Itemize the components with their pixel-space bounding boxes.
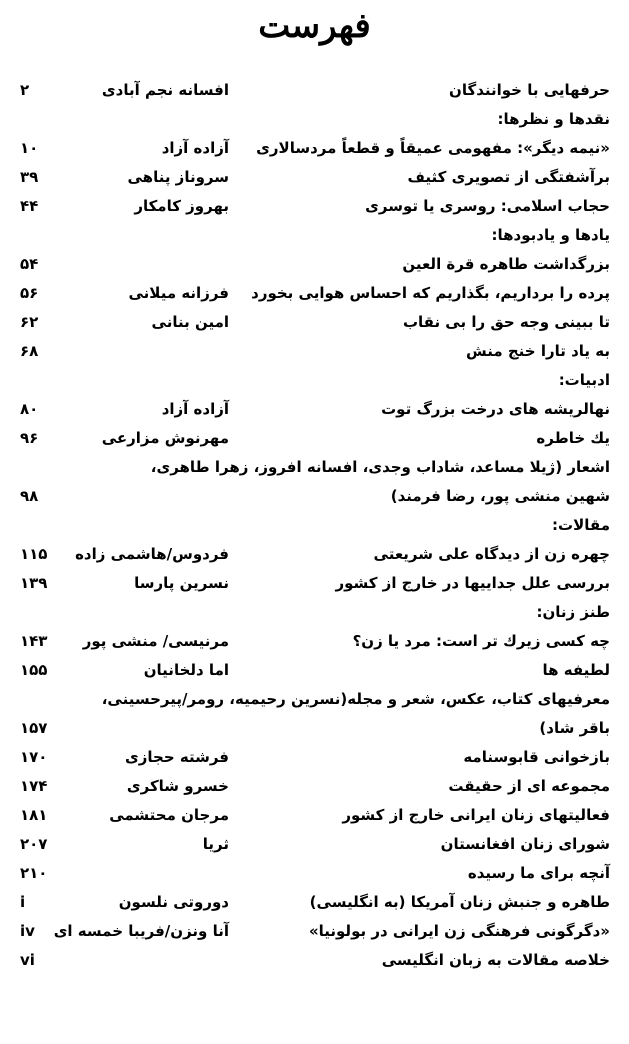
toc-entry	[14, 598, 614, 627]
toc-entry-title: باقر شاد)	[539, 719, 610, 737]
toc-entry	[14, 946, 614, 975]
toc-entry	[14, 192, 614, 221]
toc-entry-title: آنچه برای ما رسیده	[467, 864, 610, 882]
toc-entry-page: ۱۵۵	[20, 661, 48, 679]
toc-entry	[14, 830, 614, 859]
toc-entry	[14, 105, 614, 134]
toc-entry-author: فردوس/هاشمی زاده	[75, 545, 229, 563]
toc-entry-page: ۱۵۷	[20, 719, 48, 737]
toc-entry-title: ادبیات:	[558, 371, 610, 389]
toc-entry-page: ۱۷۴	[20, 777, 48, 795]
toc-entry-title: مقالات:	[552, 516, 610, 534]
toc-entry-title: حجاب اسلامی: روسری یا توسری	[365, 197, 610, 215]
toc-entry-author: دوروتی نلسون	[118, 893, 229, 911]
toc-entry-author: امین بنانی	[151, 313, 229, 331]
toc-entry	[14, 540, 614, 569]
toc-entry	[14, 424, 614, 453]
toc-entry-page: ۸۰	[20, 400, 39, 418]
toc-entry-title: یادها و یادبودها:	[491, 226, 610, 244]
toc-entry-author: مرجان محتشمی	[109, 806, 229, 824]
toc-entry-title: شورای زنان افغانستان	[440, 835, 610, 853]
toc-entry-page: ۱۴۳	[20, 632, 48, 650]
toc-entry-title: خلاصه مقالات به زبان انگلیسی	[381, 951, 610, 969]
toc-entry-author: خسرو شاکری	[126, 777, 229, 795]
toc-entry-title: نقدها و نظرها:	[497, 110, 610, 128]
toc-entry-page: ۶۲	[20, 313, 39, 331]
toc-entry-title: طاهره و جنبش زنان آمریکا (به انگلیسی)	[309, 893, 610, 911]
toc-entry	[14, 859, 614, 888]
toc-entry-author: مهرنوش مزارعی	[101, 429, 229, 447]
toc-entry-title: لطیفه ها	[542, 661, 610, 679]
toc-entry	[14, 482, 614, 511]
toc-entry	[14, 888, 614, 917]
toc-entry	[14, 221, 614, 250]
toc-entry	[14, 801, 614, 830]
toc-entry-title: طنز زنان:	[536, 603, 610, 621]
toc-entry-page: ۶۸	[20, 342, 39, 360]
toc-entry-author: آزاده آزاد	[161, 400, 229, 418]
toc-entry-title: «نیمه دیگر»: مفهومی عمیقاً و قطعاً مردسالاری	[256, 139, 610, 157]
toc-entry	[14, 714, 614, 743]
toc-entry-page: ۵۴	[20, 255, 39, 273]
toc-entry-author: آزاده آزاد	[161, 139, 229, 157]
toc-entry-title: شهین منشی پور، رضا فرمند)	[390, 487, 610, 505]
toc-entry	[14, 569, 614, 598]
toc-entry	[14, 395, 614, 424]
toc-entry-author: آنا ونزن/فریبا خمسه ای	[53, 922, 229, 940]
toc-entry-title: چهره زن از دیدگاه علی شریعتی	[373, 545, 610, 563]
toc-entry	[14, 279, 614, 308]
toc-entry-page: i	[20, 893, 26, 911]
toc-entry-title: یك خاطره	[536, 429, 610, 447]
toc-entry-author: ثریا	[202, 835, 229, 853]
toc-entry-author: فرزانه میلانی	[128, 284, 229, 302]
toc-entry-author: نسرین پارسا	[134, 574, 229, 592]
toc-entry	[14, 453, 614, 482]
toc-entry-page: ۹۶	[20, 429, 39, 447]
page-title: فهرست	[258, 6, 371, 46]
toc-entry-title: معرفیهای کتاب، عکس، شعر و مجله(نسرین رحیمیه، رومر/پیرحسینی،	[101, 690, 610, 708]
toc-entry	[14, 511, 614, 540]
toc-entry-page: iv	[20, 922, 35, 940]
toc-entry	[14, 308, 614, 337]
toc-entry-author: سروناز پناهی	[127, 168, 229, 186]
toc-entry-title: مجموعه ای از حقیقت	[448, 777, 610, 795]
toc-entry-page: ۱۱۵	[20, 545, 48, 563]
toc-entry-title: بازخوانی قابوسنامه	[463, 748, 610, 766]
toc-entry-author: بهروز کامکار	[134, 197, 229, 215]
toc-entry-author: اما دلخانیان	[143, 661, 229, 679]
toc-entry-title: نهالریشه های درخت بزرگ توت	[381, 400, 610, 418]
toc-entry-title: برآشفتگی از تصویری کثیف	[407, 168, 610, 186]
toc-entry-page: ۵۶	[20, 284, 39, 302]
toc-entry-title: بررسی علل جداییها در خارج از کشور	[335, 574, 610, 592]
toc-entry-author: فرشته حجازی	[125, 748, 229, 766]
toc-entry-title: پرده را برداریم، بگذاریم که احساس هوایی بخورد	[251, 284, 610, 302]
toc-entry	[14, 163, 614, 192]
toc-entry	[14, 337, 614, 366]
toc-entry	[14, 656, 614, 685]
toc-entry	[14, 134, 614, 163]
toc-entry	[14, 743, 614, 772]
toc-entry	[14, 76, 614, 105]
toc-entry-page: vi	[20, 951, 35, 969]
toc-entry-title: بزرگداشت طاهره قرة العین	[402, 255, 610, 273]
table-of-contents	[14, 76, 614, 975]
toc-entry-title: «دگرگونی فرهنگی زن ایرانی در بولونیا»	[308, 922, 610, 940]
toc-entry-page: ۱۰	[20, 139, 39, 157]
toc-entry	[14, 917, 614, 946]
toc-entry-page: ۲	[20, 81, 30, 99]
toc-entry-title: اشعار (ژیلا مساعد، شاداب وجدی، افسانه افروز، زهرا طاهری،	[150, 458, 610, 476]
toc-entry	[14, 772, 614, 801]
toc-entry-title: فعالیتهای زنان ایرانی خارج از کشور	[342, 806, 610, 824]
toc-entry-page: ۱۷۰	[20, 748, 48, 766]
toc-entry	[14, 685, 614, 714]
toc-entry-title: تا ببینی وجه حق را بی نقاب	[402, 313, 610, 331]
toc-entry-author: مرنیسی/ منشی پور	[82, 632, 229, 650]
toc-entry-page: ۹۸	[20, 487, 39, 505]
toc-entry-title: چه کسی زیرك تر است: مرد یا زن؟	[352, 632, 610, 650]
toc-entry-title: حرفهایی با خوانندگان	[449, 81, 610, 99]
toc-entry-page: ۴۴	[20, 197, 39, 215]
toc-entry	[14, 366, 614, 395]
toc-entry-page: ۲۱۰	[20, 864, 48, 882]
toc-entry	[14, 250, 614, 279]
toc-entry-page: ۱۸۱	[20, 806, 48, 824]
toc-entry	[14, 627, 614, 656]
toc-entry-title: به یاد تارا خنج منش	[466, 342, 610, 360]
toc-entry-page: ۱۳۹	[20, 574, 48, 592]
toc-entry-page: ۳۹	[20, 168, 39, 186]
toc-entry-author: افسانه نجم آبادی	[101, 81, 229, 99]
toc-entry-page: ۲۰۷	[20, 835, 48, 853]
